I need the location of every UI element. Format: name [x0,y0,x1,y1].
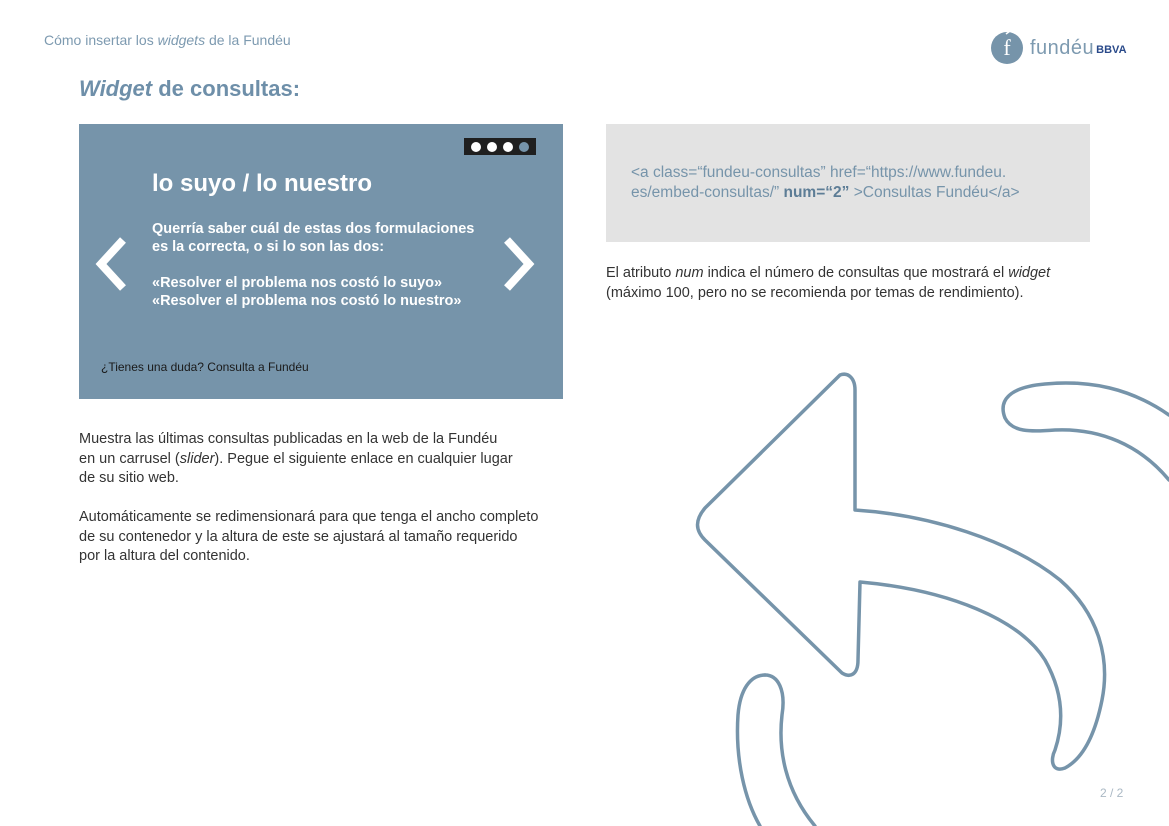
description-line: de su sitio web. [79,470,179,486]
logo-sponsor: BBVA [1096,44,1127,56]
carousel-dots [464,138,536,155]
header-suffix: de la Fundéu [205,32,291,48]
description-line: en un carrusel (slider). Pegue el siguiente enlace en cualquier lugar [79,450,513,467]
widget-body-line: es la correcta, o si lo son las dos: [152,239,385,255]
widget-footer[interactable]: ¿Tienes una duda? Consulta a Fundéu [101,360,309,374]
widget-title: lo suyo / lo nuestro [152,170,373,197]
description-line: por la altura del contenido. [79,548,250,564]
logo-name: fundéu [1030,36,1095,59]
svg-text:f: f [1003,35,1011,60]
description-line: de su contenedor y la altura de este se ajustará al tamaño requerido [79,528,518,545]
section-title-rest: de consultas: [152,76,301,101]
widget-body-line: Querría saber cuál de estas dos formulaciones [152,221,475,237]
code-line: es/embed-consultas/” num=“2” >Consultas Fundéu</a> [631,184,1020,201]
widget-body [152,220,482,310]
section-title-italic: Widget [79,76,153,101]
chevron-right-icon[interactable] [501,236,537,292]
attribute-note-line: El atributo num indica el número de consultas que mostrará el widget [606,265,1051,281]
carousel-dot[interactable] [487,142,497,152]
decorative-arrows-illustration [690,370,1169,826]
header-prefix: Cómo insertar los [44,32,158,48]
document-header [44,32,291,48]
carousel-dot[interactable] [503,142,513,152]
carousel-dot-active[interactable] [519,142,529,152]
page-number: 2 / 2 [1100,786,1124,800]
embed-code-box[interactable] [606,124,1090,242]
fundeu-logo-icon [990,31,1024,65]
header-italic: widgets [157,32,206,48]
chevron-left-icon[interactable] [93,236,129,292]
widget-preview [79,124,563,399]
widget-description [79,430,559,567]
code-line: <a class=“fundeu-consultas” href=“https://www.fundeu. [631,164,1007,181]
widget-body-line: «Resolver el problema nos costó lo suyo» [152,275,443,291]
embed-code[interactable] [631,163,1051,203]
attribute-note [606,264,1086,303]
description-line: Automáticamente se redimensionará para que tenga el ancho completo [79,509,539,525]
carousel-dot[interactable] [471,142,481,152]
attribute-note-line: (máximo 100, pero no se recomienda por temas de rendimiento). [606,284,1024,301]
description-line: Muestra las últimas consultas publicadas en la web de la Fundéu [79,431,498,447]
section-title [79,76,300,102]
fundeu-logo [990,30,1127,66]
widget-body-line: «Resolver el problema nos costó lo nuestro» [152,293,462,309]
